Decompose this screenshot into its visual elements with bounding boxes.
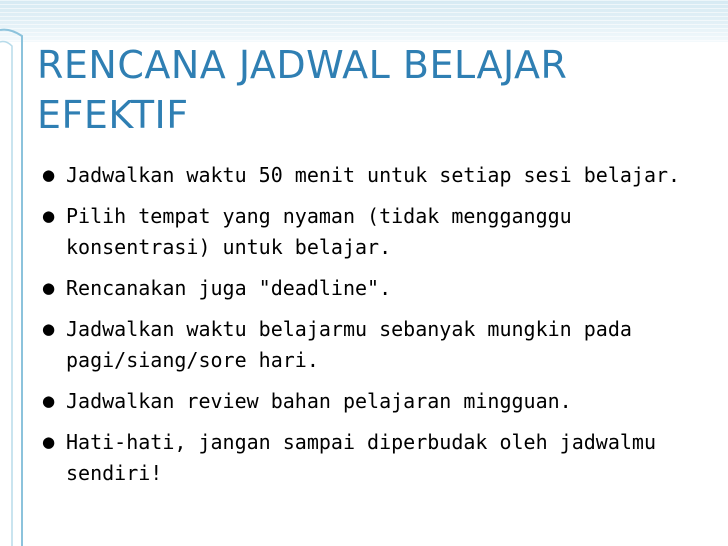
list-item xyxy=(42,386,682,417)
list-item xyxy=(42,201,682,263)
bullet-text: Jadwalkan waktu belajarmu sebanyak mungkin pada pagi/siang/sore hari. xyxy=(66,317,632,372)
bullet-icon: ● xyxy=(42,392,56,410)
bullet-icon: ● xyxy=(42,279,56,297)
bullet-text: Jadwalkan review bahan pelajaran mingguan. xyxy=(66,389,572,413)
list-item xyxy=(42,427,682,489)
bullet-text: Hati-hati, jangan sampai diperbudak oleh jadwalmu sendiri! xyxy=(66,430,657,485)
bullet-text: Pilih tempat yang nyaman (tidak mengganggu konsentrasi) untuk belajar. xyxy=(66,204,572,259)
slide-title: RENCANA JADWAL BELAJAR EFEKTIF xyxy=(37,43,568,137)
list-item xyxy=(42,314,682,376)
bullet-text: Rencanakan juga "deadline". xyxy=(66,276,392,300)
bullet-icon: ● xyxy=(42,207,56,225)
list-item xyxy=(42,160,682,191)
bullet-icon: ● xyxy=(42,166,56,184)
list-item xyxy=(42,273,682,304)
bullet-icon: ● xyxy=(42,433,56,451)
bullet-text: Jadwalkan waktu 50 menit untuk setiap sesi belajar. xyxy=(66,163,681,187)
bullet-icon: ● xyxy=(42,320,56,338)
bullet-list xyxy=(42,160,682,499)
